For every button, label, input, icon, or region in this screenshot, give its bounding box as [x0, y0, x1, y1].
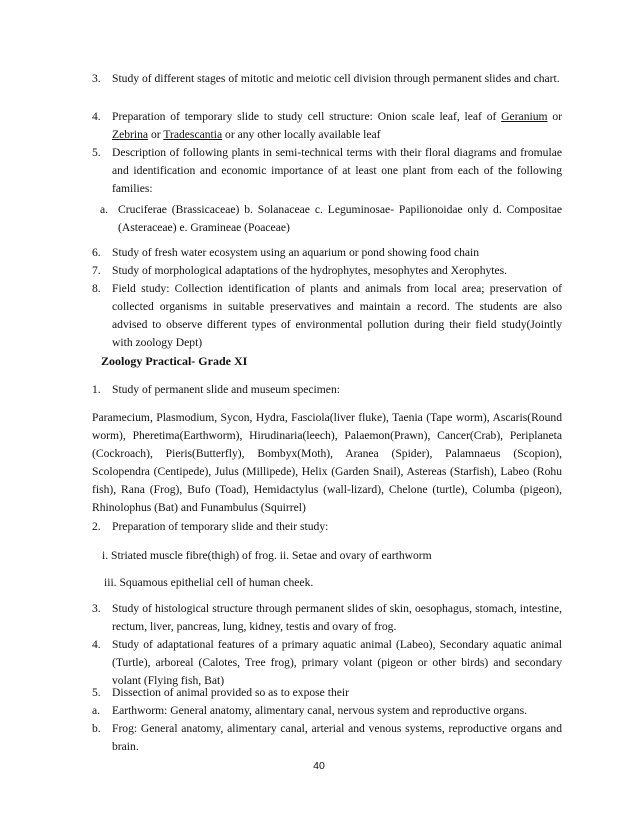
list-number: 8.: [92, 282, 101, 295]
list-number: 4.: [92, 638, 101, 651]
list-item-botany-5: [92, 144, 562, 198]
text-segment: or: [148, 128, 164, 141]
list-number: 4.: [92, 110, 101, 123]
page-number: 40: [313, 760, 325, 772]
list-item-zoology-1: [92, 381, 562, 399]
list-item-botany-3: [92, 70, 562, 88]
list-item-botany-4: [92, 108, 562, 144]
list-text: Study of adaptational features of a primary aquatic animal (Labeo), Secondary aquatic animal (Turtle), arboreal (Calotes, Tree frog), primary volant (pigeon or other birds) and secondary volant (Flying fish, Bat): [112, 638, 562, 687]
list-letter: a.: [100, 203, 109, 216]
term-geranium: Geranium: [501, 110, 548, 123]
list-number: 3.: [92, 602, 101, 615]
list-item-zoology-b: [92, 720, 562, 756]
list-text: Study of fresh water ecosystem using an aquarium or pond showing food chain: [112, 246, 480, 259]
list-text: Earthworm: General anatomy, alimentary canal, nervous system and reproductive organs.: [112, 704, 527, 717]
list-text: Study of different stages of mitotic and meiotic cell division through permanent slides and chart.: [112, 72, 560, 85]
section-heading: Zoology Practical- Grade XI: [101, 354, 248, 368]
list-text: Frog: General anatomy, alimentary canal, arterial and venous systems, reproductive organs and brain.: [112, 722, 562, 753]
list-item-zoology-3: [92, 600, 562, 636]
list-text: [112, 108, 562, 144]
list-item-zoology-2: [92, 518, 562, 536]
specimen-paragraph: Paramecium, Plasmodium, Sycon, Hydra, Fasciola(liver fluke), Taenia (Tape worm), Ascaris(Round worm), Pheretima(Earthworm), Hirudinaria(leech), Palaemon(Prawn), Cancer(Crab), Periplaneta (Cockroach), Pieris(Butterfly), Bombyx(Moth), Aranea (Spider), Palamnaeus (Scopion), Scolopendra (Centipede), Julus (Millipede), Helix (Garden Snail), Astereas (Starfish), Labeo (Rohu fish), Rana (Frog), Bufo (Toad), Hemidactylus (wall-lizard), Chelone (turtle), Columba (pigeon), Rhinolophus (Bat) and Funambulus (Squirrel): [92, 411, 562, 514]
list-text: Description of following plants in semi-technical terms with their floral diagrams and fromulae and identification and economic importance of at least one plant from each of the following families:: [112, 146, 562, 195]
list-number: 5.: [92, 146, 101, 159]
list-text: Cruciferae (Brassicaceae) b. Solanaceae c. Leguminosae- Papilionoidae only d. Compositae (Asteraceae) e. Gramineae (Poaceae): [118, 203, 562, 234]
list-item-zoology-4: [92, 636, 562, 690]
list-number: 1.: [92, 383, 101, 396]
list-item-zoology-5: [92, 684, 562, 702]
list-text: Preparation of temporary slide and their study:: [112, 520, 329, 533]
list-item-botany-6: [92, 244, 562, 262]
term-tradescantia: Tradescantia: [163, 128, 223, 141]
list-number: 7.: [92, 264, 101, 277]
sub-item-i-ii: i. Striated muscle fibre(thigh) of frog. ii. Setae and ovary of earthworm: [102, 549, 432, 562]
list-number: 5.: [92, 686, 101, 699]
text-segment: Preparation of temporary slide to study cell structure: Onion scale leaf, leaf of: [112, 110, 502, 123]
term-zebrina: Zebrina: [112, 128, 149, 141]
text-segment: or: [547, 110, 562, 123]
list-text: Study of permanent slide and museum specimen:: [112, 383, 340, 396]
list-letter: a.: [92, 704, 101, 717]
list-letter: b.: [92, 722, 101, 735]
families-list: [100, 201, 562, 237]
sub-item-iii: iii. Squamous epithelial cell of human cheek.: [104, 576, 314, 589]
list-text: Field study: Collection identification of plants and animals from local area; preservation of collected organisms in suitable preservatives and maintain a record. The students are also advised to observe different types of environmental pollution during their field study(Jointly with zoology Dept): [112, 282, 562, 349]
list-text: Study of histological structure through permanent slides of skin, oesophagus, stomach, intestine, rectum, liver, pancreas, lung, kidney, testis and ovary of frog.: [112, 602, 562, 633]
list-text: Dissection of animal provided so as to expose their: [112, 686, 349, 699]
list-text: Study of morphological adaptations of the hydrophytes, mesophytes and Xerophytes.: [112, 264, 508, 277]
list-number: 3.: [92, 72, 101, 85]
list-number: 2.: [92, 520, 101, 533]
list-item-botany-7: [92, 262, 562, 280]
text-segment: or any other locally available leaf: [222, 128, 381, 141]
list-item-botany-8: [92, 280, 562, 352]
list-item-zoology-a: [92, 702, 562, 720]
list-number: 6.: [92, 246, 101, 259]
